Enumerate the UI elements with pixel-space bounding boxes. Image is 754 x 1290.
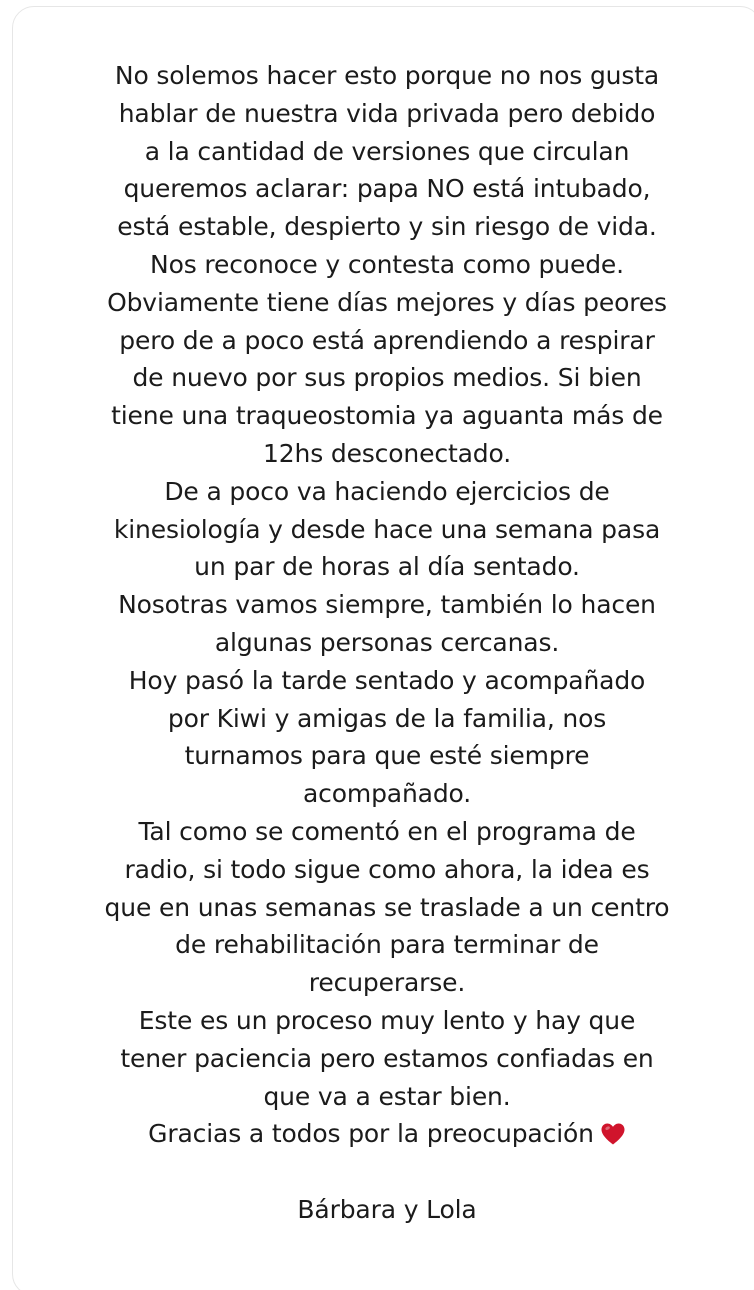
story-line: turnamos para que esté siempre [184,741,590,771]
story-line: que en unas semanas se traslade a un centro [104,892,670,922]
story-line: Este es un proceso muy lento y hay que [138,1005,636,1035]
story-line: tener paciencia pero estamos confiadas en [120,1043,654,1073]
story-line: acompañado. [302,779,472,809]
spacer [12,1153,754,1191]
signature: Bárbara y Lola [297,1194,477,1224]
story-line: Obviamente tiene días mejores y días peores [107,287,667,317]
story-line: tiene una traqueostomia ya aguanta más de [111,401,663,431]
story-line: Nos reconoce y contesta como puede. [150,249,624,279]
story-line: recuperarse. [308,968,466,998]
story-line: queremos aclarar: papa NO está intubado, [123,174,651,204]
story-line: kinesiología y desde hace una semana pasa [113,514,661,544]
story-line: Tal como se comentó en el programa de [138,816,636,846]
story-line: por Kiwi y amigas de la familia, nos [167,703,607,733]
story-line: De a poco va haciendo ejercicios de [164,476,610,506]
story-line: hablar de nuestra vida privada pero debido [118,98,656,128]
story-line: 12hs desconectado. [262,438,511,468]
story-line: radio, si todo sigue como ahora, la idea es [124,854,650,884]
story-line: Nosotras vamos siempre, también lo hacen [118,590,656,620]
closing-line [12,1115,754,1153]
story-line: de nuevo por sus propios medios. Si bien [132,363,642,393]
story-line: algunas personas cercanas. [214,627,560,657]
story-line: de rehabilitación para terminar de [175,930,599,960]
closing-text: Gracias a todos por la preocupación [148,1119,594,1149]
story-line: No solemos hacer esto porque no nos gusta [114,61,660,90]
story-line: Hoy pasó la tarde sentado y acompañado [128,665,646,695]
story-line: a la cantidad de versiones que circulan [144,136,630,166]
story-line: un par de horas al día sentado. [194,552,580,582]
story-line: está estable, despierto y sin riesgo de vida. [117,212,657,242]
story-line: que va a estar bien. [263,1081,511,1111]
story-text [12,57,754,1229]
red-heart-icon [600,1119,626,1143]
story-line: pero de a poco está aprendiendo a respirar [119,325,655,355]
